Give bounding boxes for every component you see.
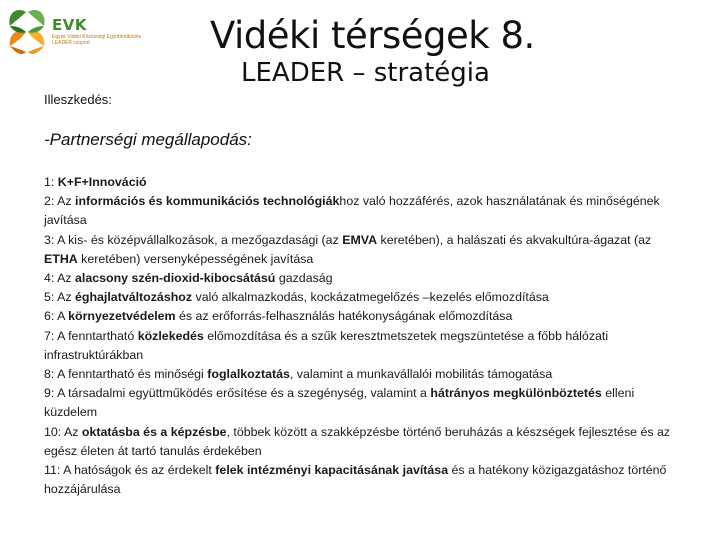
list-item-text: keretében), a halászati és akvakultúra-ágazat (az (377, 232, 652, 247)
list-item-text: és az erőforrás-felhasználás hatékonyságának előmozdítása (175, 309, 513, 324)
list-item (44, 461, 684, 499)
list-item-text: 3: A kis- és középvállalkozások, a mezőgazdasági (az (44, 232, 343, 247)
list-item (44, 365, 684, 384)
goals-list (44, 173, 684, 499)
list-item-text: , többek között a szakképzésbe történő beruházás a készségek fejlesztése és az egész életen át tartó tanulás érdekében (44, 424, 671, 458)
evk-logo (4, 4, 154, 62)
list-item-emphasis: felek intézményi kapacitásának javítása (215, 463, 449, 478)
list-item-text: előmozdítása és a szűk keresztmetszetek megszüntetése a főbb hálózati infrastruktúrákban (44, 328, 609, 362)
list-item-text: , valamint a munkavállalói mobilitás támogatása (289, 367, 553, 382)
list-item-emphasis: közlekedés (137, 328, 204, 343)
list-item-text: 11: A hatóságok és az érdekelt (44, 463, 216, 478)
list-item-emphasis: környezetvédelem (68, 309, 176, 324)
page-subtitle: LEADER – stratégia (241, 58, 490, 88)
list-item (44, 423, 684, 461)
list-item (44, 231, 684, 269)
list-item-text: 5: Az (44, 290, 75, 305)
list-item-text: 7: A fenntartható (44, 328, 138, 343)
leaf-emblem-icon (4, 4, 50, 60)
list-item-text: 8: A fenntartható és minőségi (44, 367, 208, 382)
list-item-text: 9: A társadalmi együttműködés erősítése és a szegénység, valamint a (44, 386, 431, 401)
list-item-text: 1: (44, 175, 58, 189)
list-item-emphasis: ETHA (44, 251, 78, 266)
list-item-text: 10: Az (44, 424, 82, 439)
list-item-emphasis: oktatásba és a képzésbe (81, 424, 227, 439)
list-item-emphasis: hátrányos megkülönböztetés (430, 386, 602, 401)
logo-subtitle: Egyek Vidéki Közösségi Együttműködés LEADER csoport (52, 34, 142, 46)
section-label: Illeszkedés: (44, 92, 112, 107)
subheading: -Partnerségi megállapodás: (44, 130, 252, 149)
list-item-emphasis: EMVA (342, 232, 378, 247)
list-item-text: gazdaság (275, 271, 333, 286)
list-item-text: elleni küzdelem (44, 386, 635, 420)
list-item-text: és a hatékony közigazgatáshoz történő hozzájárulása (44, 463, 667, 497)
list-item-text: való alkalmazkodás, kockázatmegelőzés –kezelés előmozdítása (192, 290, 549, 305)
list-item (44, 269, 684, 288)
list-item-emphasis: alacsony szén-dioxid-kibocsátású (75, 271, 276, 286)
logo-title: EVK (52, 16, 87, 34)
list-item (44, 173, 684, 192)
list-item-emphasis: éghajlatváltozáshoz (75, 290, 193, 305)
list-item-text: keretében) versenyképességének javítása (77, 251, 314, 266)
list-item (44, 288, 684, 307)
list-item (44, 192, 684, 230)
list-item-emphasis: információs és kommunikációs technológiák (75, 194, 340, 209)
list-item-emphasis: K+F+Innováció (57, 175, 147, 189)
list-item (44, 327, 684, 365)
page-title: Vidéki térségek 8. (210, 14, 535, 57)
list-item (44, 307, 684, 326)
list-item (44, 384, 684, 422)
list-item-text: 6: A (44, 309, 69, 324)
list-item-text: 4: Az (44, 271, 75, 286)
list-item-emphasis: foglalkoztatás (207, 367, 290, 382)
list-item-text: hoz való hozzáférés, azok használatának és minőségének javítása (44, 194, 660, 228)
list-item-text: 2: Az (44, 194, 75, 209)
